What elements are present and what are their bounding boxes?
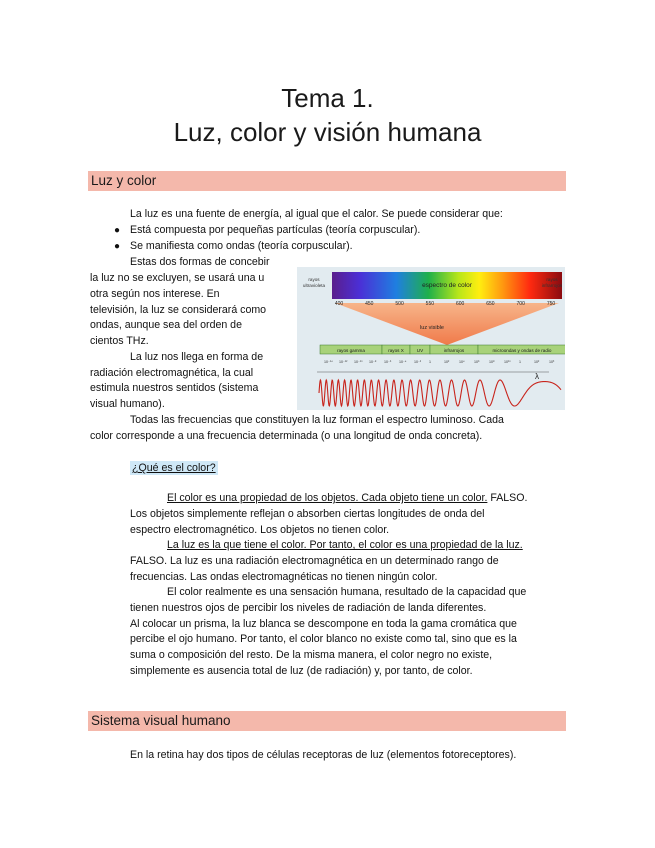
wavelength-tick-label: 700 (516, 301, 525, 307)
myth-1-text: El color es una propiedad de los objetos. Cada objeto tiene un color. (167, 492, 488, 504)
frequency-tick-label: 10⁻¹² (339, 360, 348, 364)
visual-paragraph-line: En la retina hay dos tipos de células receptoras de luz (elementos fotoreceptores). (130, 749, 517, 761)
frequency-tick-label: 10⁴ (459, 360, 465, 364)
color-paragraph-line: frecuencias. Las ondas electromagnéticas no tienen ningún color. (130, 571, 438, 583)
band-label: UV (416, 348, 424, 353)
frequency-tick-label: 10¹⁰ (504, 360, 511, 364)
color-paragraph-line: Al colocar un prisma, la luz blanca se descompone en toda la gama cromática que (130, 618, 517, 630)
frequency-tick-label: 10⁻¹⁴ (324, 360, 333, 364)
color-paragraph-line: tienen nuestros ojos de percibir los niveles de radiación de landa diferentes. (130, 602, 487, 614)
band-label: infrarrojos (443, 348, 465, 353)
doc-title-line2: Luz, color y visión humana (173, 117, 482, 147)
ir-label-2: infrarrojos (541, 283, 563, 288)
left-col-line: otra según nos interese. En (90, 288, 220, 300)
section-heading-sistema-visual: Sistema visual humano (88, 711, 566, 731)
frequency-tick-label: 10⁻⁸ (369, 360, 377, 364)
frequency-tick-label: 10² (534, 360, 540, 364)
wavelength-tick-label: 400 (334, 301, 344, 307)
doc-title-line1: Tema 1. (281, 83, 374, 113)
left-col-line: radiación electromagnética, la cual (90, 367, 254, 379)
frequency-tick-label: 10³ (549, 360, 555, 364)
bullet-icon: ● (114, 241, 121, 252)
subheading-text: ¿Qué es el color? (132, 462, 216, 474)
bullet-item-1: Está compuesta por pequeñas partículas (teoría corpuscular). (130, 224, 421, 236)
section-heading-luz-y-color: Luz y color (88, 171, 566, 191)
left-col-line: la luz no se excluyen, se usará una u (90, 272, 265, 284)
ir-label-1: rayos (546, 277, 558, 282)
bullet-item-2: Se manifiesta como ondas (teoría corpuscular). (130, 240, 353, 252)
frequency-tick-label: 10⁻¹⁰ (354, 360, 363, 364)
spectrum-paragraph-line: Todas las frecuencias que constituyen la luz forman el espectro luminoso. Cada (130, 414, 504, 426)
intro-paragraph: La luz es una fuente de energía, al igual que el calor. Se puede considerar que: (130, 208, 503, 220)
spectrum-paragraph-line: color corresponde a una frecuencia determinada (o una longitud de onda concreta). (90, 430, 483, 442)
left-col-line: cientos THz. (90, 335, 149, 347)
myth-2-text: La luz es la que tiene el color. Por tanto, el color es una propiedad de la luz. (167, 539, 523, 551)
frequency-tick-label: 10⁶ (474, 360, 480, 364)
left-col-line: Estas dos formas de concebir (130, 256, 270, 268)
frequency-tick-label: 10⁻² (414, 360, 422, 364)
spectrum-label: espectro de color (422, 282, 472, 289)
wavelength-tick-label: 550 (425, 301, 435, 307)
wavelength-tick-label: 750 (546, 301, 556, 307)
frequency-tick-label: 1 (519, 360, 521, 364)
color-paragraph-line: Los objetos simplemente reflejan o absorben ciertas longitudes de onda del (130, 508, 485, 520)
color-paragraph-line: espectro electromagnético. Los objetos no tienen color. (130, 524, 390, 536)
color-paragraph-line: percibe el ojo humano. Por tanto, el color blanco no existe como tal, sino que es la (130, 633, 517, 645)
band-label: rayos X (388, 348, 404, 353)
color-paragraph-line: suma o composición del resto. De la misma manera, el color negro no existe, (130, 649, 493, 661)
color-paragraph-line: simplemente es ausencia total de luz (de radiación) y, por tanto, de color. (130, 665, 473, 677)
lambda-label: λ (535, 372, 539, 381)
wavelength-tick-label: 600 (455, 301, 465, 307)
frequency-tick-label: 1 (429, 360, 431, 364)
uv-label-1: rayos (308, 277, 320, 282)
color-paragraph-line (167, 491, 527, 507)
band-label: rayos gamma (337, 348, 365, 353)
color-paragraph-line: FALSO. La luz es una radiación electromagnética en un determinado rango de (130, 555, 499, 567)
myth-1-verdict: FALSO. (487, 492, 528, 504)
left-col-line: estimula nuestros sentidos (sistema (90, 382, 259, 394)
band-label: microondas y ondas de radio (492, 348, 552, 353)
color-paragraph-line (167, 538, 523, 554)
wavelength-tick-label: 450 (365, 301, 374, 307)
color-paragraph-line: El color realmente es una sensación humana, resultado de la capacidad que (167, 586, 527, 598)
left-col-line: visual humano). (90, 398, 165, 410)
electromagnetic-spectrum-figure (297, 267, 565, 410)
bullet-icon: ● (114, 225, 121, 236)
subheading-que-es-el-color (130, 461, 218, 477)
frequency-tick-label: 10⁸ (489, 360, 495, 364)
wavelength-tick-label: 650 (486, 301, 495, 307)
left-col-line: La luz nos llega en forma de (130, 351, 264, 363)
uv-label-2: ultravioleta (302, 283, 326, 288)
left-col-line: televisión, la luz se considerará como (90, 304, 267, 316)
frequency-tick-label: 10⁻⁴ (399, 360, 407, 364)
frequency-tick-label: 10² (444, 360, 450, 364)
spectrum-diagram (297, 267, 565, 410)
visible-light-label: luz visible (420, 325, 444, 331)
left-col-line: ondas, aunque sea del orden de (90, 319, 242, 331)
frequency-tick-label: 10⁻⁶ (384, 360, 392, 364)
wavelength-tick-label: 500 (395, 301, 404, 307)
